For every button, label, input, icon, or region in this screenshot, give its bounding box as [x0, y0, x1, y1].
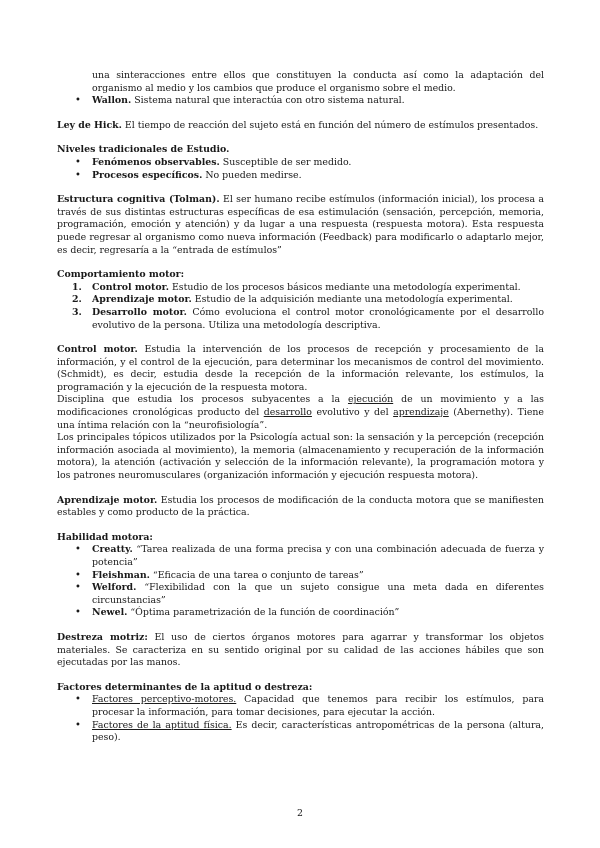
- page-content: [57, 70, 544, 745]
- wallon-list: [57, 95, 544, 108]
- comportamiento-list: [57, 282, 544, 332]
- factores-list: [57, 694, 544, 744]
- list-item: 2. Aprendizaje motor. Estudio de la adquisición mediante una metodología experimental.: [72, 294, 513, 306]
- niveles-heading: Niveles tradicionales de Estudio.: [57, 144, 230, 156]
- destreza-paragraph: Destreza motriz: El uso de ciertos órganos motores para agarrar y transformar los objetos materiales. Se caracteriza en su sentido original por su calidad de las acciones hábiles que son ejecutadas por las manos.: [57, 631, 544, 669]
- factores-heading: Factores determinantes de la aptitud o destreza:: [57, 681, 313, 693]
- tolman-paragraph: Estructura cognitiva (Tolman). El ser humano recibe estímulos (información inicial), los procesa a través de sus distintas estructuras específicas de esa estimulación (sensación, percepción, memoria, programación, emoción y atención) y da lugar a una respuesta (respuesta motora). Esta respuesta puede regresar al organismo como nueva información (Feedback) para modificarlo o adaptarlo mejor, es decir, regresaría a la “entrada de estímulos”: [57, 194, 544, 256]
- list-item: • Factores perceptivo-motores. Capacidad que tenemos para recibir los estímulos, para procesar la información, para tomar decisiones, para ejecutar la acción.: [57, 694, 544, 719]
- list-item: • Factores de la aptitud física. Es decir, características antropométricas de la persona (altura, peso).: [57, 720, 544, 745]
- control-motor-paragraph: Control motor. Estudia la intervención de los procesos de recepción y procesamiento de la información, y el control de la ejecución, para determinar los mecanismos de control del movimiento. (Schmidt), es decir, estudia desde la recepción de la información relevante, los estímulos, la programación y la ejecución de la respuesta motora.: [57, 344, 544, 393]
- list-item: • Creatty. “Tarea realizada de una forma precisa y con una combinación adecuada de fuerza y potencia”: [57, 544, 544, 569]
- comportamiento-heading: Comportamiento motor:: [57, 269, 185, 281]
- list-item: • Fenómenos observables. Susceptible de ser medido.: [57, 157, 544, 170]
- wallon-continuation: una sinteracciones entre ellos que constituyen la conducta así como la adaptación del organismo al medio y los cambios que produce el organismo sobre el medio.: [92, 70, 544, 94]
- list-item: • Fleishman. “Eficacia de una tarea o conjunto de tareas”: [57, 570, 544, 583]
- habilidad-heading: Habilidad motora:: [57, 531, 153, 543]
- hick-paragraph: Ley de Hick. El tiempo de reacción del sujeto está en función del número de estímulos presentados.: [57, 119, 539, 131]
- list-item: • Welford. “Flexibilidad con la que un sujeto consigue una meta dada en diferentes circunstancias”: [57, 582, 544, 607]
- aprendizaje-paragraph: Aprendizaje motor. Estudia los procesos de modificación de la conducta motora que se manifiesten estables y como producto de la práctica.: [57, 494, 544, 519]
- list-item: • Procesos específicos. No pueden medirse.: [57, 170, 544, 183]
- list-item: • Newel. “Óptima parametrización de la función de coordinación”: [57, 607, 544, 620]
- control-motor-definition: Disciplina que estudia los procesos subyacentes a la ejecución de un movimiento y a las modificaciones cronológicas producto del desarrollo evolutivo y del aprendizaje (Abernethy). Tiene una íntima relación con la “neurofisiología”.: [57, 394, 544, 431]
- habilidad-list: [57, 544, 544, 620]
- list-item: • Wallon. Sistema natural que interactúa con otro sistema natural.: [57, 95, 544, 108]
- niveles-list: [57, 157, 544, 182]
- control-motor-topics: Los principales tópicos utilizados por la Psicología actual son: la sensación y la percepción (recepción información asociada al movimiento), la memoria (almacenamiento y recuperación de la información motora), la atención (activación y selección de la información relevante), la programación motora y los patrones neuromusculares (organización información y ejecución respuesta motora).: [57, 432, 544, 482]
- page-number: 2: [297, 808, 303, 819]
- list-item: 3. Desarrollo motor. Cómo evoluciona el control motor cronológicamente por el desarrollo evolutivo de la persona. Utiliza una metodología descriptiva.: [72, 306, 545, 331]
- list-item: 1. Control motor. Estudio de los procesos básicos mediante una metodología experimental.: [72, 281, 521, 293]
